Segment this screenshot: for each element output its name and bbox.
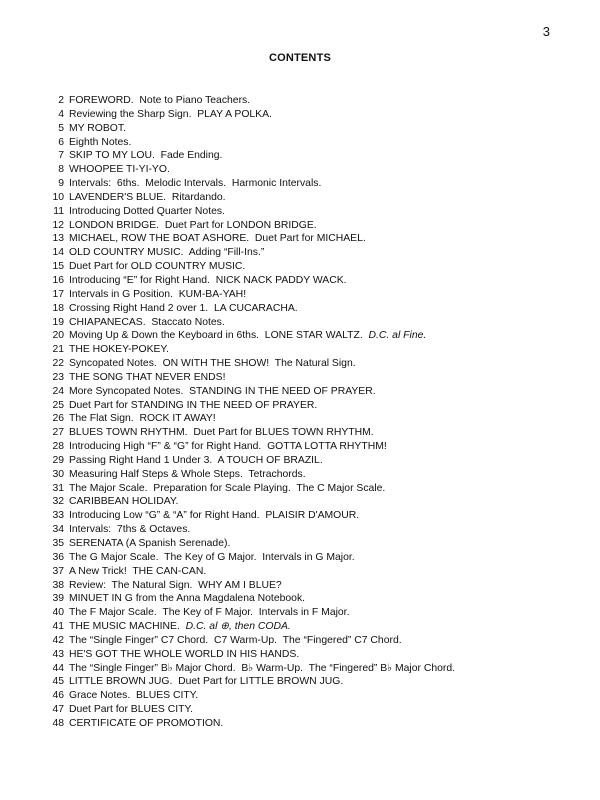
toc-entry-title: CARIBBEAN HOLIDAY.	[69, 496, 179, 508]
toc-entry	[42, 703, 562, 717]
toc-entry	[42, 482, 562, 496]
toc-entry-title: A New Trick! THE CAN-CAN.	[69, 565, 207, 577]
toc-entry-title: Crossing Right Hand 2 over 1. LA CUCARACHA.	[69, 302, 298, 314]
toc-entry-title: Review: The Natural Sign. WHY AM I BLUE?	[69, 579, 282, 591]
toc-entry-title: Eighth Notes.	[69, 136, 132, 148]
toc-entry-title: SKIP TO MY LOU. Fade Ending.	[69, 150, 223, 162]
toc-page-number: 19	[52, 316, 64, 328]
toc-entry	[42, 260, 562, 274]
toc-page-number: 7	[58, 150, 64, 162]
toc-entry	[42, 246, 562, 260]
toc-page-number: 27	[52, 427, 64, 439]
toc-entry-title: WHOOPEE TI-YI-YO.	[69, 164, 170, 176]
toc-entry	[42, 399, 562, 413]
toc-entry-title: CERTIFICATE OF PROMOTION.	[69, 717, 224, 729]
toc-entry	[42, 385, 562, 399]
toc-entry	[42, 551, 562, 565]
toc-entry-title: The “Single Finger” C7 Chord. C7 Warm-Up. The “Fingered” C7 Chord.	[69, 634, 402, 646]
toc-page-number: 45	[52, 676, 64, 688]
toc-entry-title: Duet Part for OLD COUNTRY MUSIC.	[69, 261, 246, 273]
toc-entry	[42, 94, 562, 108]
toc-entry	[42, 468, 562, 482]
toc-entry-title: THE HOKEY-POKEY.	[69, 344, 169, 356]
toc-entry	[42, 606, 562, 620]
toc-entry-title: Introducing Dotted Quarter Notes.	[69, 205, 225, 217]
toc-entry	[42, 371, 562, 385]
toc-page-number: 26	[52, 413, 64, 425]
toc-page-number: 17	[52, 288, 64, 300]
toc-entry	[42, 675, 562, 689]
toc-entry-title: Introducing High “F” & “G” for Right Hand. GOTTA LOTTA RHYTHM!	[69, 441, 387, 453]
toc-entry-title: Introducing “E” for Right Hand. NICK NACK PADDY WACK.	[69, 274, 347, 286]
toc-entry	[42, 288, 562, 302]
toc-entry	[42, 717, 562, 731]
toc-page-number: 41	[52, 621, 64, 633]
toc-page-number: 29	[52, 454, 64, 466]
toc-page-number: 5	[58, 122, 64, 134]
toc-entry	[42, 163, 562, 177]
toc-entry-title: MICHAEL, ROW THE BOAT ASHORE. Duet Part for MICHAEL.	[69, 233, 366, 245]
toc-page-number: 46	[52, 690, 64, 702]
toc-entry	[42, 343, 562, 357]
toc-entry-title: LONDON BRIDGE. Duet Part for LONDON BRIDGE.	[69, 219, 317, 231]
toc-page-number: 40	[52, 607, 64, 619]
toc-entry	[42, 219, 562, 233]
toc-entry-title: Grace Notes. BLUES CITY.	[69, 690, 199, 702]
toc-entry-title: Syncopated Notes. ON WITH THE SHOW! The Natural Sign.	[69, 358, 356, 370]
toc-entry-title: Introducing Low “G” & “A” for Right Hand. PLAISIR D'AMOUR.	[69, 510, 360, 522]
toc-entry	[42, 454, 562, 468]
toc-page-number: 25	[52, 399, 64, 411]
toc-page-number: 23	[52, 371, 64, 383]
toc-page-number: 48	[52, 717, 64, 729]
toc-page-number: 30	[52, 468, 64, 480]
toc-entry	[42, 620, 562, 634]
toc-entry-title: THE SONG THAT NEVER ENDS!	[69, 371, 226, 383]
toc-entry	[42, 689, 562, 703]
toc-page-number: 18	[52, 302, 64, 314]
toc-entry-title: OLD COUNTRY MUSIC. Adding “Fill-Ins.”	[69, 247, 265, 259]
toc-page-number: 33	[52, 510, 64, 522]
toc-entry-title: The Major Scale. Preparation for Scale Playing. The C Major Scale.	[69, 482, 386, 494]
toc-page-number: 43	[52, 648, 64, 660]
toc-entry	[42, 412, 562, 426]
toc-page-number: 21	[52, 344, 64, 356]
toc-entry	[42, 426, 562, 440]
toc-entry	[42, 302, 562, 316]
toc-page-number: 14	[52, 247, 64, 259]
toc-entry-title: The F Major Scale. The Key of F Major. Intervals in F Major.	[69, 607, 350, 619]
toc-entry	[42, 149, 562, 163]
toc-page-number: 35	[52, 538, 64, 549]
toc-entry-title: MINUET IN G from the Anna Magdalena Notebook.	[69, 593, 306, 605]
toc-page-number: 12	[52, 219, 64, 231]
toc-page-number: 47	[52, 704, 64, 716]
toc-page-number: 24	[52, 385, 64, 397]
toc-page-number: 15	[52, 261, 64, 273]
toc-entry-title: Intervals: 7ths & Octaves.	[69, 524, 191, 536]
toc-entry	[42, 592, 562, 606]
toc-page-number: 9	[58, 178, 64, 190]
toc-entry	[42, 177, 562, 191]
toc-entry-title: The Flat Sign. ROCK IT AWAY!	[69, 413, 216, 425]
toc-entry	[42, 523, 562, 537]
toc-entry	[42, 648, 562, 662]
toc-entry-title: MY ROBOT.	[69, 122, 126, 134]
toc-entry	[42, 205, 562, 219]
toc-page-number: 8	[58, 164, 64, 176]
toc-entry	[42, 634, 562, 648]
table-of-contents	[42, 94, 562, 731]
toc-entry-title: Reviewing the Sharp Sign. PLAY A POLKA.	[69, 108, 272, 120]
toc-entry-title: Intervals: 6ths. Melodic Intervals. Harmonic Intervals.	[69, 178, 322, 190]
toc-entry-title: The “Single Finger” B♭ Major Chord. B♭ Warm-Up. The “Fingered” B♭ Major Chord.	[69, 662, 456, 674]
toc-page-number: 42	[52, 634, 64, 646]
toc-entry	[42, 191, 562, 205]
toc-entry-italic-note: D.C. al Fine.	[368, 330, 427, 342]
toc-entry-title: More Syncopated Notes. STANDING IN THE NEED OF PRAYER.	[69, 385, 376, 397]
toc-page-number: 20	[52, 330, 64, 342]
toc-entry	[42, 565, 562, 579]
toc-entry	[42, 108, 562, 122]
toc-page-number: 31	[52, 482, 64, 494]
toc-entry-title: LITTLE BROWN JUG. Duet Part for LITTLE BROWN JUG.	[69, 676, 344, 688]
toc-page-number: 36	[52, 551, 64, 563]
toc-page-number: 38	[52, 579, 64, 591]
toc-entry-title: CHIAPANECAS. Staccato Notes.	[69, 316, 225, 328]
toc-entry	[42, 662, 562, 676]
toc-entry	[42, 136, 562, 150]
toc-page-number: 37	[52, 565, 64, 577]
toc-page-number: 28	[52, 441, 64, 453]
toc-page-number: 39	[52, 593, 64, 605]
toc-entry-title: Passing Right Hand 1 Under 3. A TOUCH OF BRAZIL.	[69, 454, 323, 466]
toc-entry-title: FOREWORD. Note to Piano Teachers.	[69, 95, 251, 106]
toc-entry	[42, 357, 562, 371]
toc-entry	[42, 440, 562, 454]
toc-entry	[42, 316, 562, 330]
toc-entry-title: THE MUSIC MACHINE.	[69, 621, 186, 633]
toc-page-number: 44	[52, 662, 64, 674]
page-title: CONTENTS	[268, 52, 332, 64]
toc-page-number: 13	[52, 233, 64, 245]
toc-entry-title: LAVENDER'S BLUE. Ritardando.	[69, 191, 226, 203]
toc-page-number: 34	[52, 524, 64, 536]
toc-entry-title: Duet Part for STANDING IN THE NEED OF PRAYER.	[69, 399, 318, 411]
toc-entry-title: SERENATA (A Spanish Serenade).	[69, 538, 231, 549]
toc-page-number: 11	[53, 205, 64, 217]
toc-entry-title: Intervals in G Position. KUM-BA-YAH!	[69, 288, 247, 300]
toc-page-number: 4	[58, 108, 64, 120]
toc-entry	[42, 495, 562, 509]
toc-entry-title: Moving Up & Down the Keyboard in 6ths. LONE STAR WALTZ.	[69, 330, 369, 342]
toc-entry-title: Duet Part for BLUES CITY.	[69, 704, 193, 716]
toc-entry	[42, 579, 562, 593]
toc-entry	[42, 509, 562, 523]
toc-page-number: 22	[52, 358, 64, 370]
toc-entry-title: The G Major Scale. The Key of G Major. Intervals in G Major.	[69, 551, 355, 563]
toc-page-number: 2	[58, 95, 64, 106]
toc-page-number: 10	[52, 191, 64, 203]
page-number: 3	[542, 24, 550, 39]
toc-page-number: 16	[52, 274, 64, 286]
toc-entry-title: BLUES TOWN RHYTHM. Duet Part for BLUES TOWN RHYTHM.	[69, 427, 374, 439]
toc-entry	[42, 274, 562, 288]
toc-page-number: 32	[52, 496, 64, 508]
toc-entry	[42, 537, 562, 551]
toc-entry	[42, 232, 562, 246]
toc-entry	[42, 329, 562, 343]
toc-entry-italic-note: D.C. al ⊕, then CODA.	[185, 621, 291, 633]
toc-page-number: 6	[58, 136, 64, 148]
toc-entry-title: Measuring Half Steps & Whole Steps. Tetrachords.	[69, 468, 306, 480]
toc-entry-title: HE'S GOT THE WHOLE WORLD IN HIS HANDS.	[69, 648, 300, 660]
toc-entry	[42, 122, 562, 136]
